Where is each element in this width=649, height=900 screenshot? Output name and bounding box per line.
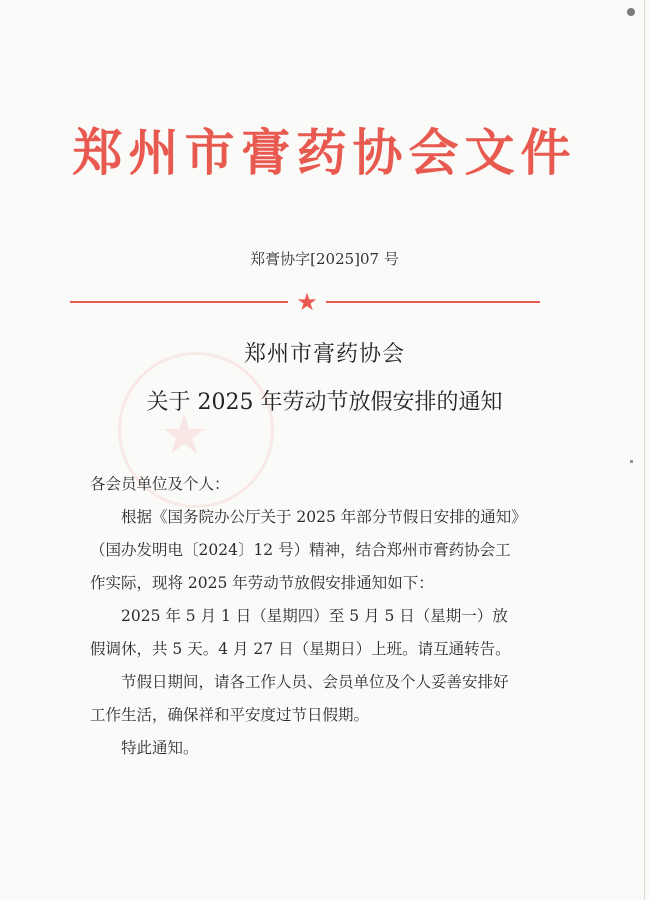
notice-body: [90, 468, 522, 765]
paragraph-basis: 根据《国务院办公厅关于 2025 年部分节假日安排的通知》（国办发明电〔2024〕12 号）精神，结合郑州市膏药协会工作实际，现将 2025 年劳动节放假安排通知如下：: [90, 508, 520, 592]
star-icon: ★: [296, 288, 318, 316]
document-number: 郑膏协字[2025]07 号: [250, 250, 399, 268]
org-file-header: 郑州市膏药协会文件: [72, 123, 577, 182]
salutation: 各会员单位及个人：: [90, 475, 230, 493]
seal-star-icon: ★: [160, 403, 209, 466]
red-rule-right: [326, 301, 540, 303]
closing-line: 特此通知。: [121, 739, 199, 757]
paragraph-schedule: 2025 年 5 月 1 日（星期四）至 5 月 5 日（星期一）放假调休，共 5 天。4 月 27 日（星期日）上班。请互通转告。: [90, 607, 511, 658]
red-rule-left: [70, 301, 288, 303]
scan-artifact: [630, 460, 633, 463]
notice-title: 关于 2025 年劳动节放假安排的通知: [146, 390, 503, 415]
scan-artifact: [627, 8, 635, 16]
notice-title-org: 郑州市膏药协会: [243, 342, 405, 367]
paragraph-reminder: 节假日期间，请各工作人员、会员单位及个人妥善安排好工作生活，确保祥和平安度过节日假期。: [90, 673, 509, 724]
